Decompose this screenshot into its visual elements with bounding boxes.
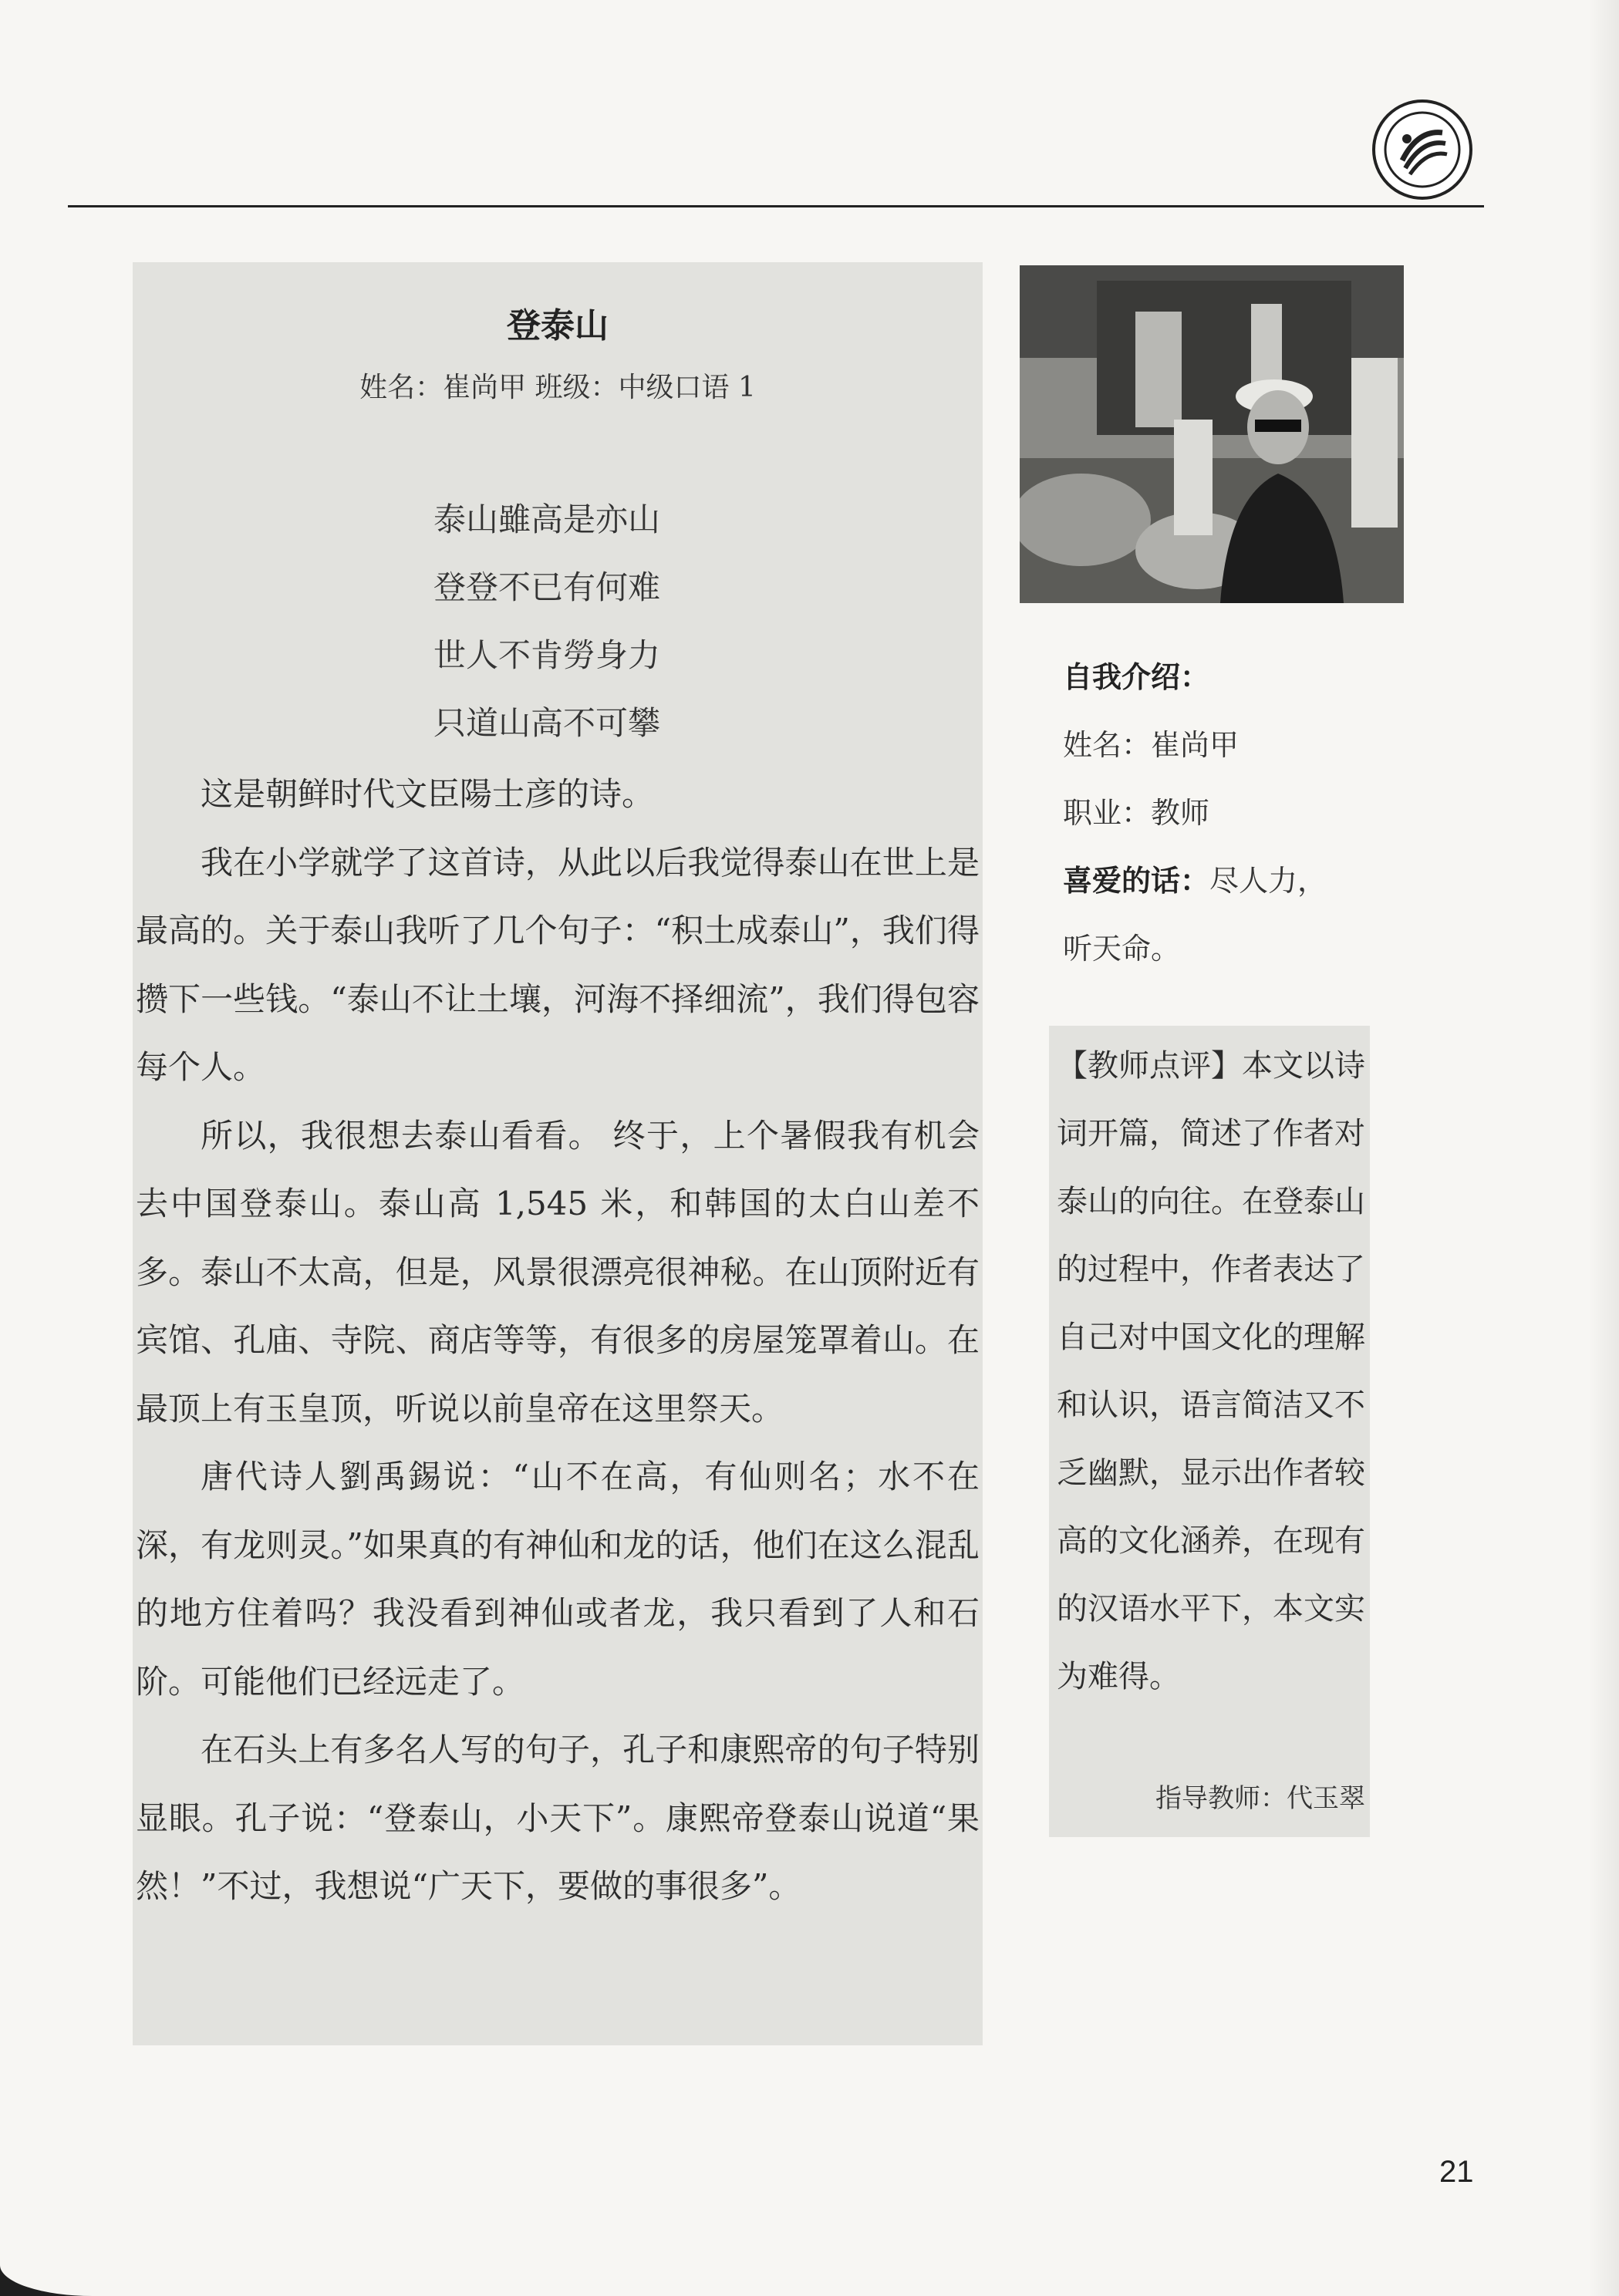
poem-line: 世人不肯勞身力 xyxy=(433,636,661,674)
article-byline: 姓名：崔尚甲 班级：中级口语 1 xyxy=(359,372,756,403)
paragraph: 在石头上有多名人写的句子，孔子和康熙帝的句子特别显眼。孔子说：“登泰山，小天下”。康熙帝登泰山说道“果然！”不过，我想说“广天下，要做的事很多”。 xyxy=(136,1731,980,1905)
self-intro xyxy=(1063,643,1464,983)
intro-heading: 自我介绍： xyxy=(1063,660,1210,694)
article-panel xyxy=(133,262,983,2045)
motto-text: 尽人力， xyxy=(1209,864,1327,898)
motto-label: 喜爱的话： xyxy=(1063,864,1210,898)
poem xyxy=(433,486,896,757)
author-photo xyxy=(1020,265,1404,603)
header-rule xyxy=(68,205,1484,207)
teacher-review xyxy=(1049,1026,1370,1837)
paragraph: 唐代诗人劉禹錫说：“山不在高，有仙则名；水不在深，有龙则灵。”如果真的有神仙和龙的话，他们在这么混乱的地方住着吗？我没看到神仙或者龙，我只看到了人和石阶。可能他们已经远走了。 xyxy=(136,1458,980,1701)
article-title: 登泰山 xyxy=(507,306,609,346)
page-number: 21 xyxy=(1439,2155,1474,2189)
poem-line: 登登不已有何难 xyxy=(433,568,661,606)
institute-logo xyxy=(1371,99,1473,201)
poem-line: 泰山雖高是亦山 xyxy=(433,501,661,538)
intro-motto-cont: 听天命。 xyxy=(1063,932,1181,966)
poem-line: 只道山高不可攀 xyxy=(433,704,661,742)
review-teacher: 指导教师：代玉翠 xyxy=(1155,1783,1365,1814)
intro-job: 职业：教师 xyxy=(1063,796,1210,830)
paragraph: 我在小学就学了这首诗，从此以后我觉得泰山在世上是最高的。关于泰山我听了几个句子：“积土成泰山”，我们得攒下一些钱。“泰山不让土壤，河海不择细流”，我们得包容每个人。 xyxy=(136,843,980,1086)
article-body xyxy=(136,760,980,1921)
paragraph: 这是朝鲜时代文臣陽士彦的诗。 xyxy=(201,775,655,813)
review-text: 【教师点评】本文以诗词开篇，简述了作者对泰山的向往。在登泰山的过程中，作者表达了自己对中国文化的理解和认识，语言简洁又不乏幽默，显示出作者较高的文化涵养，在现有的汉语水平下，本文实为难得。 xyxy=(1057,1048,1365,1694)
intro-name: 姓名：崔尚甲 xyxy=(1063,728,1240,762)
paragraph: 所以，我很想去泰山看看。 终于，上个暑假我有机会去中国登泰山。泰山高 1,545 米，和韩国的太白山差不多。泰山不太高，但是，风景很漂亮很神秘。在山顶附近有宾馆、孔庙、寺院、商店等等，有很多的房屋笼罩着山。在最顶上有玉皇顶，听说以前皇帝在这里祭天。 xyxy=(136,1116,980,1428)
intro-motto xyxy=(1063,847,1464,915)
